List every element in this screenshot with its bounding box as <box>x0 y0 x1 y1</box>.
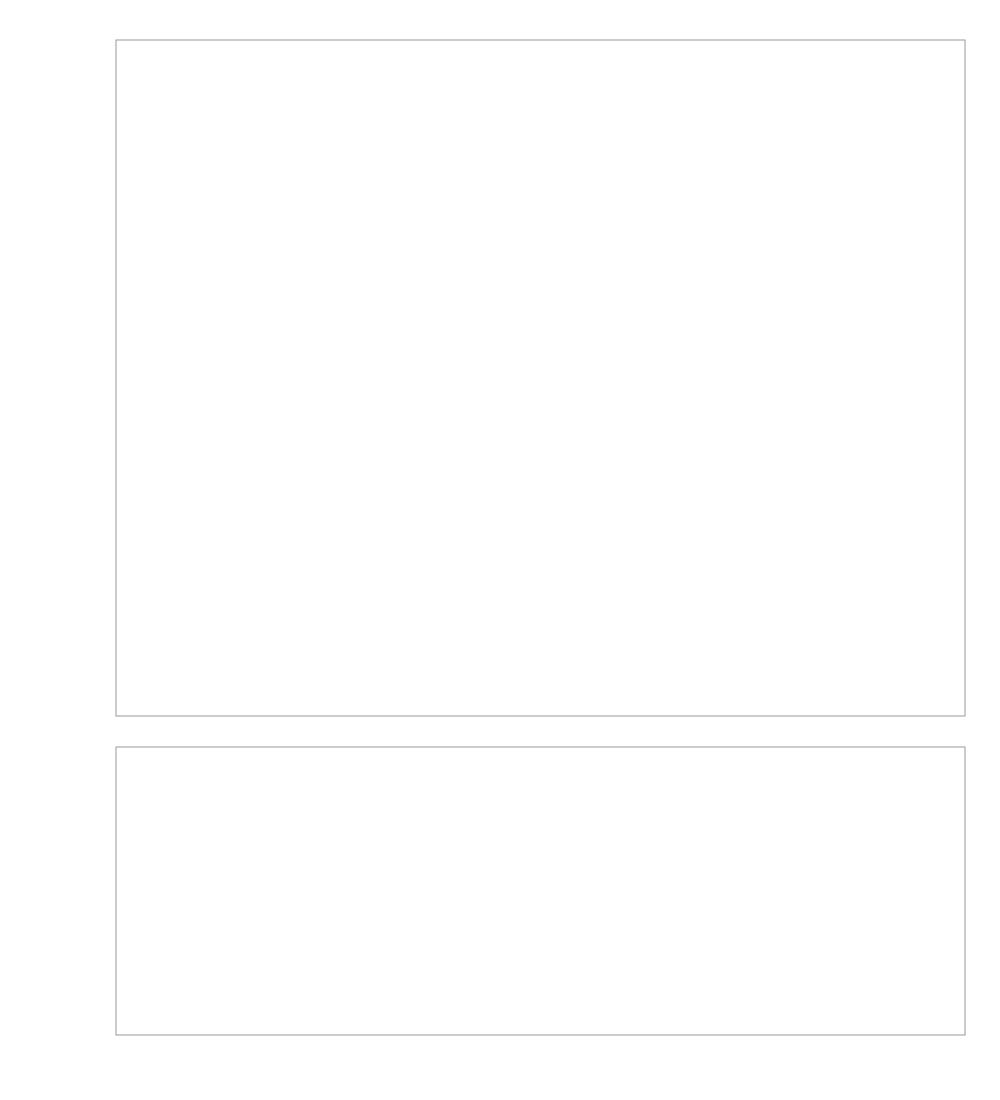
count-plot-area <box>116 747 965 1035</box>
count-panel <box>116 747 965 1035</box>
rate-panel <box>116 40 965 716</box>
rate-plot-area <box>116 40 965 716</box>
